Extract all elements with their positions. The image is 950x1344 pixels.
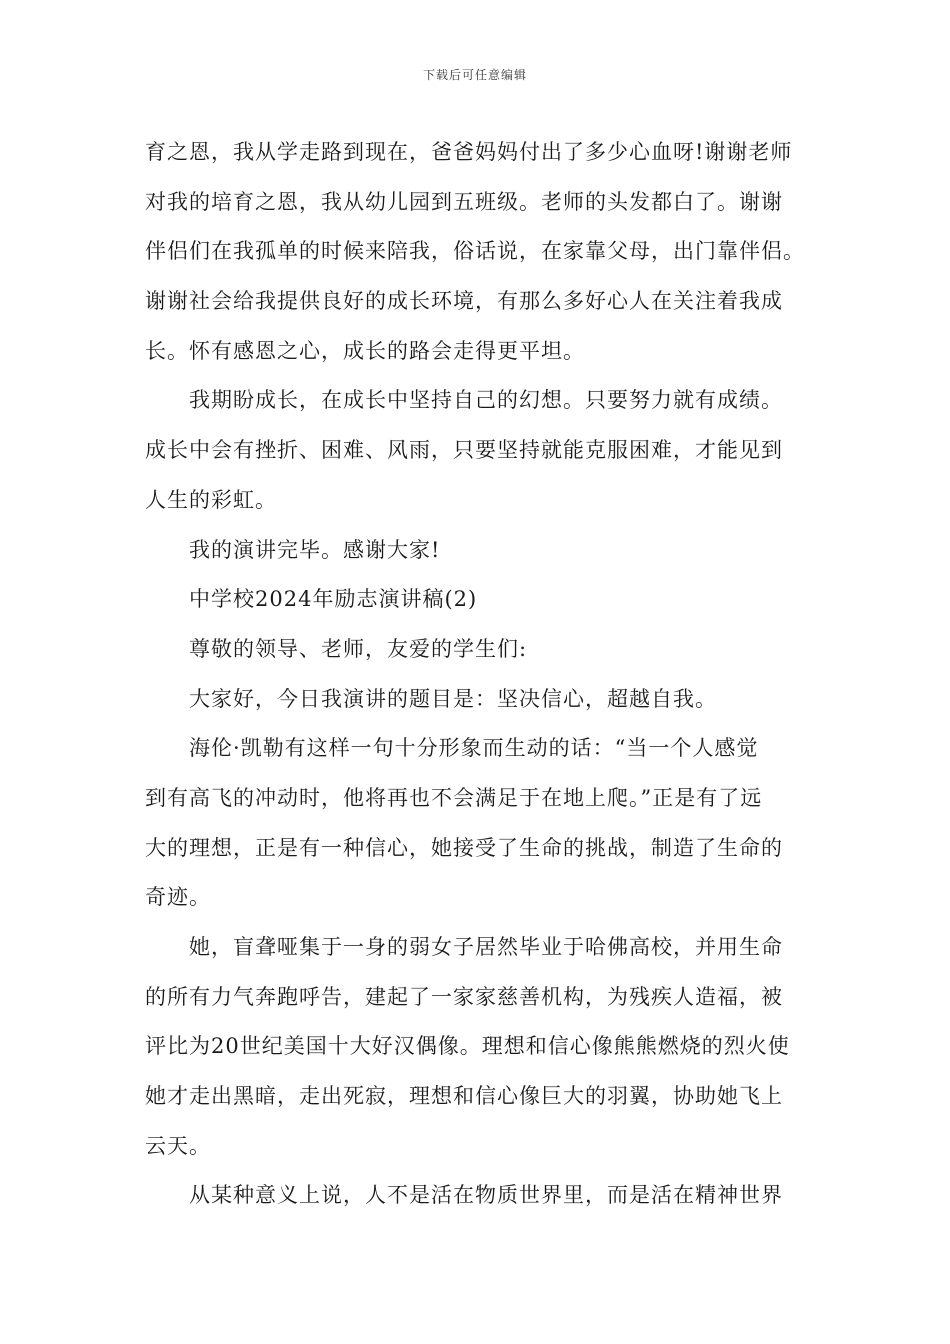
text-line: 对我的培育之恩，我从幼儿园到五班级。老师的头发都白了。谢谢 [145, 189, 783, 214]
paragraph-start-line: 大家好，今日我演讲的题目是：坚决信心，超越自我。 [189, 686, 717, 711]
paragraph-start-line: 我期盼成长，在成长中坚持自己的幻想。只要努力就有成绩。 [189, 388, 783, 413]
text-line: 云天。 [145, 1133, 211, 1158]
text-line: 伴侣们在我孤单的时候来陪我，俗话说，在家靠父母，出门靠伴侣。 [145, 239, 805, 264]
text-line: 人生的彩虹。 [145, 487, 277, 512]
text-line: 到有高飞的冲动时，他将再也不会满足于在地上爬。”正是有了远 [145, 785, 763, 810]
section-title: 中学校2024年励志演讲稿(2) [189, 587, 478, 612]
text-line: 评比为20世纪美国十大好汉偶像。理想和信心像熊熊燃烧的烈火使 [145, 1034, 790, 1059]
text-line: 奇迹。 [145, 885, 211, 910]
paragraph-start-line: 我的演讲完毕。感谢大家! [189, 537, 441, 562]
text-line: 大的理想，正是有一种信心，她接受了生命的挑战，制造了生命的 [145, 835, 783, 860]
paragraph-start-line: 海伦·凯勒有这样一句十分形象而生动的话：“当一个人感觉 [189, 736, 759, 761]
page-header: 下载后可任意编辑 [422, 68, 527, 82]
text-line: 谢谢社会给我提供良好的成长环境，有那么多好心人在关注着我成 [145, 289, 783, 314]
text-line: 长。怀有感恩之心，成长的路会走得更平坦。 [145, 338, 585, 363]
document-body [145, 128, 815, 1221]
text-line: 育之恩，我从学走路到现在，爸爸妈妈付出了多少心血呀!谢谢老师 [145, 140, 793, 164]
salutation: 尊敬的领导、老师，友爱的学生们: [189, 636, 528, 661]
text-line: 的所有力气奔跑呼告，建起了一家家慈善机构，为残疾人造福，被 [145, 984, 783, 1009]
paragraph-start-line: 从某种意义上说，人不是活在物质世界里，而是活在精神世界 [189, 1183, 783, 1208]
text-line: 她才走出黑暗，走出死寂，理想和信心像巨大的羽翼，协助她飞上 [145, 1084, 783, 1109]
paragraph-start-line: 她，盲聋哑集于一身的弱女子居然毕业于哈佛高校，并用生命 [189, 935, 783, 959]
text-line: 成长中会有挫折、困难、风雨，只要坚持就能克服困难，才能见到 [145, 438, 783, 463]
